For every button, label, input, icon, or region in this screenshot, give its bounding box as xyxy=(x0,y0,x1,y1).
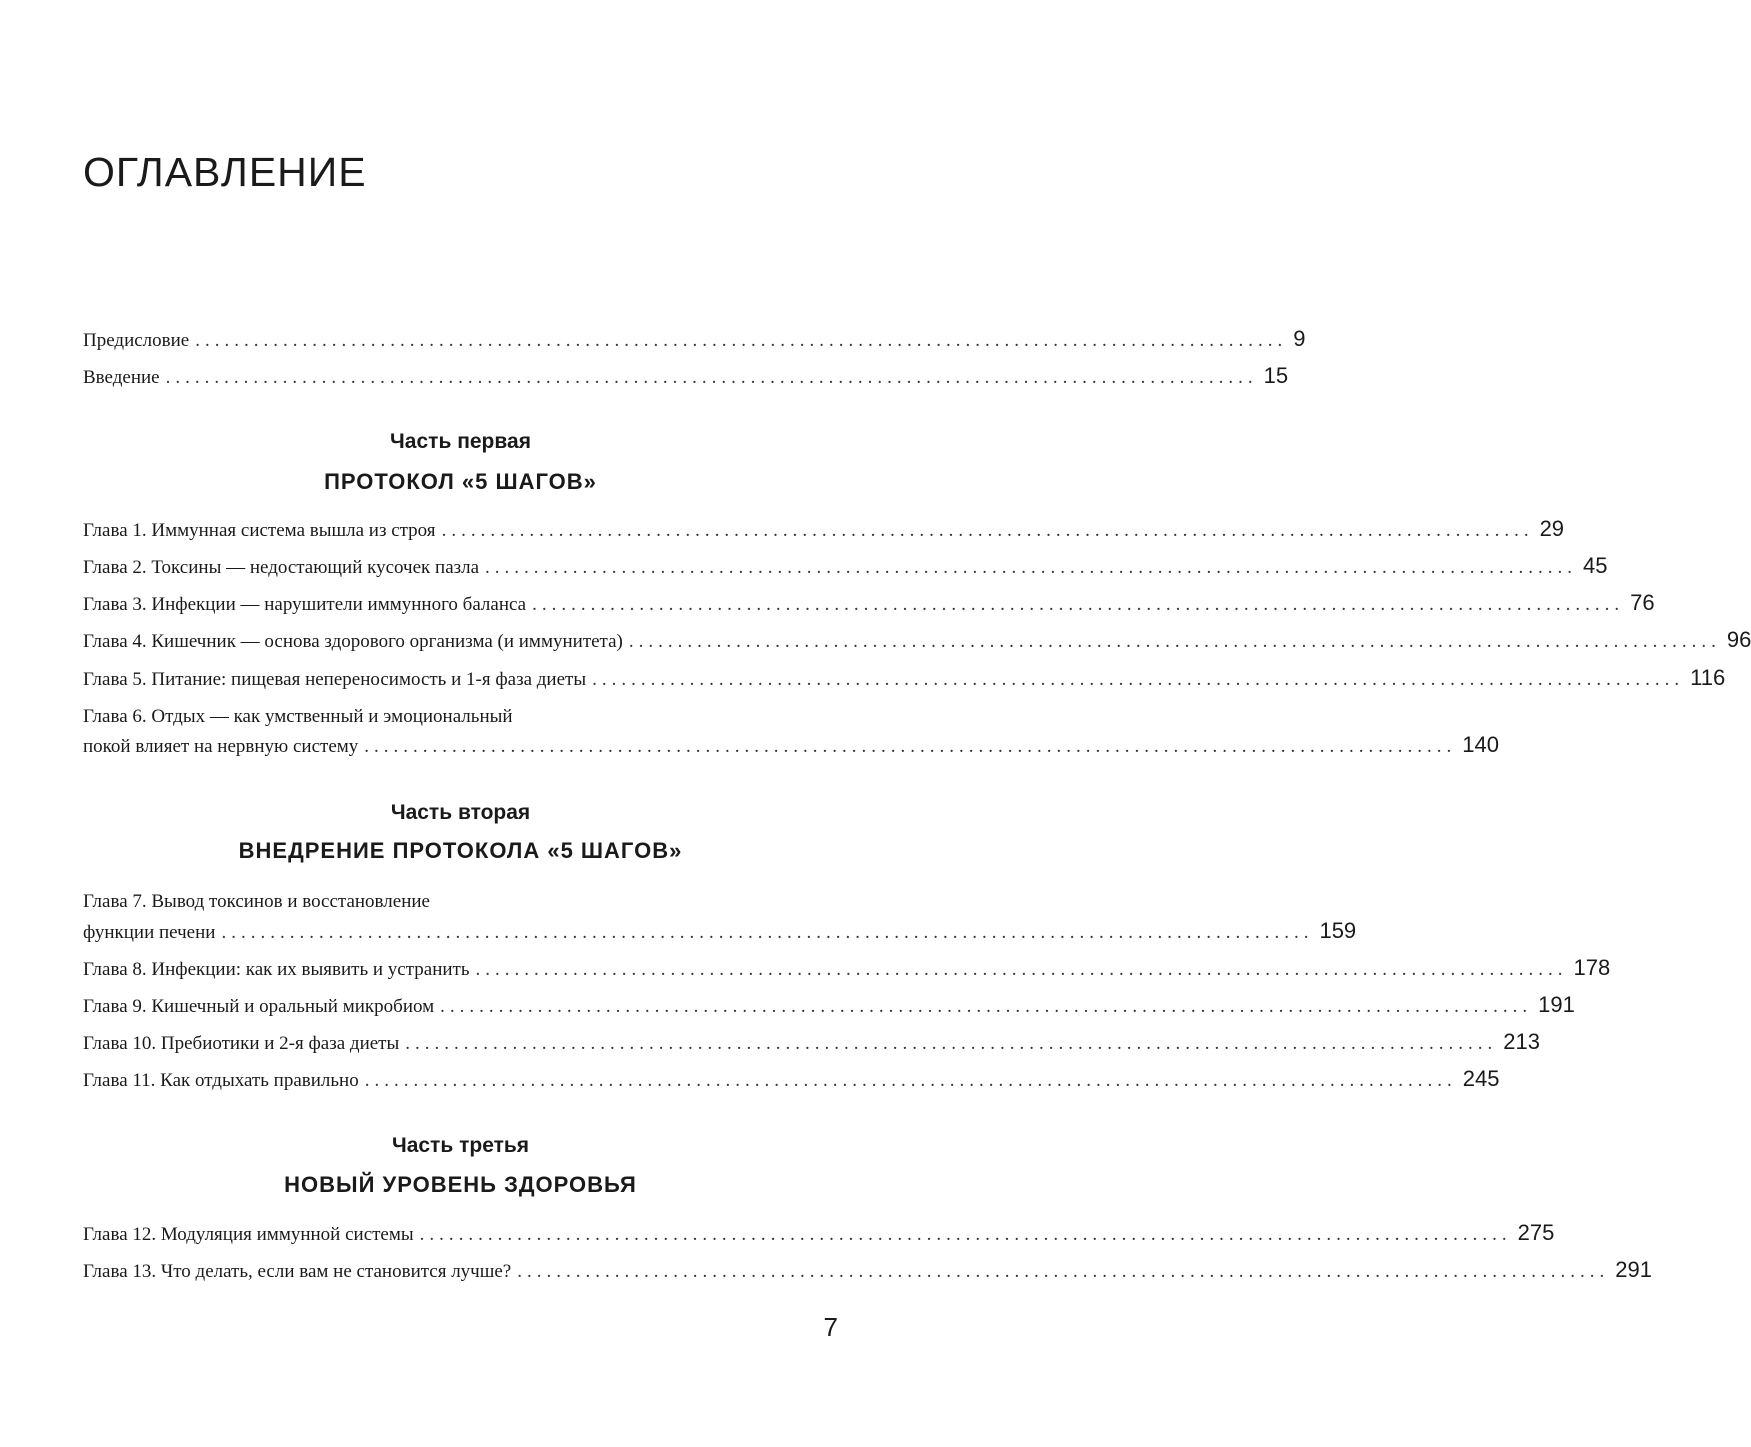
toc-entry-page: 9 xyxy=(1293,326,1306,351)
toc-entry-page: 213 xyxy=(1503,1029,1540,1054)
toc-entry-page: 96 xyxy=(1726,627,1751,652)
dot-leader: ................................................................................................................ xyxy=(517,1261,1610,1282)
dot-leader: ................................................................................................................ xyxy=(441,520,1534,541)
toc-entry-chapter[interactable] xyxy=(83,992,1575,1022)
toc-entry-label: Глава 3. Инфекции — нарушители иммунного баланса xyxy=(83,594,527,615)
toc-entry-label: Глава 9. Кишечный и оральный микробиом xyxy=(83,996,435,1017)
part-title: НОВЫЙ УРОВЕНЬ ЗДОРОВЬЯ xyxy=(284,1172,637,1197)
toc-entry-page: 15 xyxy=(1263,363,1289,388)
toc-entry-chapter[interactable] xyxy=(83,627,1751,657)
part-label: Часть первая xyxy=(390,430,531,453)
toc-entry-label: Глава 2. Токсины — недостающий кусочек пазла xyxy=(83,557,480,578)
toc-entry-page: 245 xyxy=(1462,1066,1500,1091)
dot-leader: ................................................................................................................ xyxy=(364,1070,1457,1091)
dot-leader: ................................................................................................................ xyxy=(485,557,1578,578)
toc-entry-chapter[interactable] xyxy=(83,1066,1500,1096)
dot-leader: ................................................................................................................ xyxy=(532,594,1625,615)
toc-entry-chapter[interactable] xyxy=(83,590,1655,620)
page-title: ОГЛАВЛЕНИЕ xyxy=(83,149,367,195)
toc-entry-page: 29 xyxy=(1539,516,1565,541)
dot-leader: ................................................................................................................ xyxy=(405,1033,1498,1054)
toc-entry-chapter[interactable] xyxy=(83,553,1608,583)
toc-entry-page: 291 xyxy=(1615,1257,1652,1282)
dot-leader: ................................................................................................................ xyxy=(195,330,1288,351)
toc-entry-label: покой влияет на нервную систему xyxy=(83,736,359,757)
toc-entry-page: 140 xyxy=(1462,732,1499,757)
toc-entry-chapter[interactable] xyxy=(83,1257,1652,1287)
toc-entry-page: 178 xyxy=(1573,955,1611,980)
dot-leader: ................................................................................................................ xyxy=(221,922,1314,943)
part-label: Часть третья xyxy=(391,1134,530,1157)
dot-leader: ................................................................................................................ xyxy=(592,669,1685,690)
toc-entry-label: Введение xyxy=(83,367,160,388)
dot-leader: ................................................................................................................ xyxy=(440,996,1533,1017)
toc-entry-chapter[interactable] xyxy=(83,665,1726,695)
toc-entry-introduction[interactable] xyxy=(83,363,1289,393)
toc-entry-page: 275 xyxy=(1517,1220,1555,1245)
toc-entry-preface[interactable] xyxy=(83,326,1306,356)
toc-entry-label-line1: Глава 7. Вывод токсинов и восстановление xyxy=(83,891,430,912)
toc-entry-label-line1: Глава 6. Отдых — как умственный и эмоциональный xyxy=(83,706,513,727)
toc-entry-page: 159 xyxy=(1319,918,1357,943)
toc-entry-page: 45 xyxy=(1583,553,1608,578)
toc-entry-chapter[interactable] xyxy=(83,955,1611,985)
dot-leader: ................................................................................................................ xyxy=(165,367,1258,388)
toc-entry-label: Предисловие xyxy=(83,330,190,351)
toc-entry-label: Глава 12. Модуляция иммунной системы xyxy=(83,1224,414,1245)
toc-entry-label: Глава 5. Питание: пищевая непереносимость и 1-я фаза диеты xyxy=(83,669,587,690)
toc-entry-label: Глава 4. Кишечник — основа здорового организма (и иммунитета) xyxy=(83,631,623,652)
dot-leader: ................................................................................................................ xyxy=(364,736,1457,757)
dot-leader: ................................................................................................................ xyxy=(475,959,1568,980)
toc-entry-chapter[interactable] xyxy=(83,1029,1540,1059)
page-number: 7 xyxy=(823,1312,838,1342)
toc-entry-label: функции печени xyxy=(83,922,216,943)
toc-entry-chapter[interactable] xyxy=(83,918,1357,948)
toc-entry-page: 191 xyxy=(1538,992,1575,1017)
toc-entry-label: Глава 1. Иммунная система вышла из строя xyxy=(83,520,436,541)
toc-entry-chapter[interactable] xyxy=(83,732,1499,762)
toc-entry-label: Глава 10. Пребиотики и 2-я фаза диеты xyxy=(83,1033,400,1054)
part-title: ПРОТОКОЛ «5 ШАГОВ» xyxy=(324,469,597,494)
part-title: ВНЕДРЕНИЕ ПРОТОКОЛА «5 ШАГОВ» xyxy=(238,838,683,863)
toc-entry-label: Глава 11. Как отдыхать правильно xyxy=(83,1070,359,1091)
toc-entry-chapter[interactable] xyxy=(83,516,1565,546)
dot-leader: ................................................................................................................ xyxy=(628,631,1721,652)
toc-entry-chapter[interactable] xyxy=(83,1220,1555,1250)
toc-entry-label: Глава 8. Инфекции: как их выявить и устранить xyxy=(83,959,470,980)
toc-entry-label: Глава 13. Что делать, если вам не становится лучше? xyxy=(83,1261,512,1282)
toc-entry-page: 76 xyxy=(1630,590,1655,615)
toc-entry-page: 116 xyxy=(1690,665,1726,690)
dot-leader: ................................................................................................................ xyxy=(419,1224,1512,1245)
part-label: Часть вторая xyxy=(390,801,531,824)
